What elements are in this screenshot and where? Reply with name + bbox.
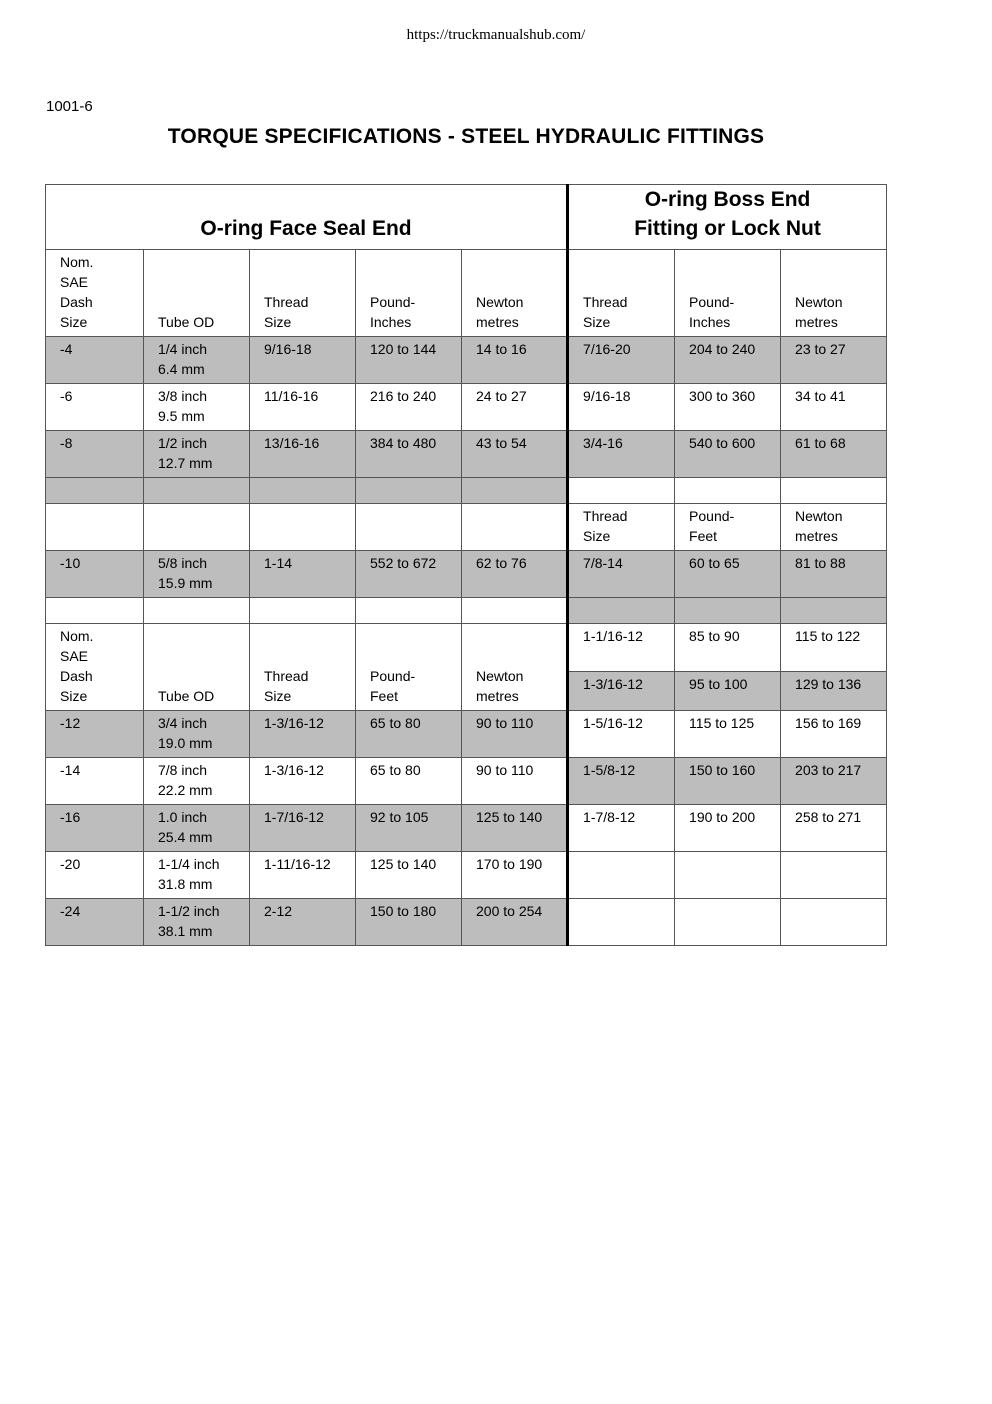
dash-size-cell: -4 [46, 337, 144, 384]
boss-pound-cell: 300 to 360 [675, 384, 781, 431]
empty-cell [144, 598, 250, 624]
pound-cell: 150 to 180 [356, 899, 462, 946]
boss-newton-cell [781, 852, 887, 899]
boss-thread-cell [568, 852, 675, 899]
thread-size-header: Thread Size [250, 250, 356, 337]
tube-od-cell: 3/8 inch 9.5 mm [144, 384, 250, 431]
thread-size-cell: 9/16-18 [250, 337, 356, 384]
torque-spec-table [45, 184, 887, 946]
empty-cell [46, 478, 144, 504]
boss-thread-size-header: Thread Size [568, 504, 675, 551]
dash-size-cell: -14 [46, 758, 144, 805]
boss-thread-cell: 3/4-16 [568, 431, 675, 478]
thread-size-cell: 1-3/16-12 [250, 758, 356, 805]
newton-cell: 200 to 254 [462, 899, 568, 946]
pound-cell: 65 to 80 [356, 758, 462, 805]
boss-thread-cell [568, 899, 675, 946]
empty-cell [781, 598, 887, 624]
thread-size-cell: 2-12 [250, 899, 356, 946]
table-row [46, 384, 887, 431]
pound-cell: 92 to 105 [356, 805, 462, 852]
empty-cell [675, 598, 781, 624]
boss-pound-cell: 150 to 160 [675, 758, 781, 805]
boss-pound-cell [675, 899, 781, 946]
pound-feet-header: Pound- Feet [356, 624, 462, 711]
boss-newton-cell: 129 to 136 [781, 671, 887, 710]
dash-size-header: Nom. SAE Dash Size [46, 624, 144, 711]
boss-newton-cell: 156 to 169 [781, 711, 887, 758]
boss-newton-cell: 115 to 122 [781, 624, 887, 672]
boss-newton-cell: 81 to 88 [781, 551, 887, 598]
boss-pound-inches-header: Pound- Inches [675, 250, 781, 337]
empty-cell [356, 598, 462, 624]
page-number: 1001-6 [46, 98, 93, 115]
empty-cell [144, 504, 250, 551]
column-header-row [46, 504, 887, 551]
boss-pound-cell: 85 to 90 [675, 624, 781, 672]
boss-newton-cell: 203 to 217 [781, 758, 887, 805]
boss-pound-cell: 95 to 100 [675, 671, 781, 710]
empty-cell [250, 478, 356, 504]
table-row [46, 337, 887, 384]
empty-cell [462, 478, 568, 504]
boss-thread-cell: 1-5/16-12 [568, 711, 675, 758]
boss-newton-cell [781, 899, 887, 946]
boss-newton-metres-header: Newton metres [781, 250, 887, 337]
newton-cell: 43 to 54 [462, 431, 568, 478]
empty-cell [250, 504, 356, 551]
dash-size-cell: -12 [46, 711, 144, 758]
newton-cell: 14 to 16 [462, 337, 568, 384]
table-row [46, 551, 887, 598]
thread-size-cell: 1-7/16-12 [250, 805, 356, 852]
dash-size-cell: -20 [46, 852, 144, 899]
dash-size-cell: -24 [46, 899, 144, 946]
pound-cell: 384 to 480 [356, 431, 462, 478]
pound-cell: 216 to 240 [356, 384, 462, 431]
boss-pound-cell: 204 to 240 [675, 337, 781, 384]
thread-size-header: Thread Size [250, 624, 356, 711]
pound-cell: 65 to 80 [356, 711, 462, 758]
boss-newton-cell: 23 to 27 [781, 337, 887, 384]
dash-size-header: Nom. SAE Dash Size [46, 250, 144, 337]
spacer-row [46, 598, 887, 624]
spacer-row [46, 478, 887, 504]
dash-size-cell: -6 [46, 384, 144, 431]
table-row [46, 805, 887, 852]
tube-od-cell: 3/4 inch 19.0 mm [144, 711, 250, 758]
empty-cell [568, 478, 675, 504]
boss-thread-cell: 1-5/8-12 [568, 758, 675, 805]
boss-newton-cell: 61 to 68 [781, 431, 887, 478]
pound-cell: 120 to 144 [356, 337, 462, 384]
face-seal-group-header: O-ring Face Seal End [46, 185, 568, 250]
newton-cell: 90 to 110 [462, 758, 568, 805]
column-header-row [46, 250, 887, 337]
boss-thread-cell: 1-3/16-12 [568, 671, 675, 710]
table-row [46, 624, 887, 672]
empty-cell [462, 504, 568, 551]
boss-pound-cell: 115 to 125 [675, 711, 781, 758]
boss-newton-cell: 258 to 271 [781, 805, 887, 852]
boss-thread-cell: 9/16-18 [568, 384, 675, 431]
source-url: https://truckmanualshub.com/ [406, 27, 586, 43]
boss-group-header: O-ring Boss End Fitting or Lock Nut [568, 185, 887, 250]
empty-cell [781, 478, 887, 504]
tube-od-cell: 1-1/2 inch 38.1 mm [144, 899, 250, 946]
table-row [46, 852, 887, 899]
tube-od-header: Tube OD [144, 624, 250, 711]
table-row [46, 758, 887, 805]
empty-cell [356, 478, 462, 504]
newton-cell: 170 to 190 [462, 852, 568, 899]
boss-newton-metres-header: Newton metres [781, 504, 887, 551]
boss-thread-cell: 7/16-20 [568, 337, 675, 384]
tube-od-cell: 5/8 inch 15.9 mm [144, 551, 250, 598]
tube-od-cell: 1/4 inch 6.4 mm [144, 337, 250, 384]
pound-cell: 125 to 140 [356, 852, 462, 899]
boss-pound-cell: 60 to 65 [675, 551, 781, 598]
table-row [46, 711, 887, 758]
boss-pound-feet-header: Pound- Feet [675, 504, 781, 551]
thread-size-cell: 1-3/16-12 [250, 711, 356, 758]
dash-size-cell: -16 [46, 805, 144, 852]
newton-metres-header: Newton metres [462, 250, 568, 337]
pound-cell: 552 to 672 [356, 551, 462, 598]
table-row [46, 431, 887, 478]
newton-metres-header: Newton metres [462, 624, 568, 711]
dash-size-cell: -10 [46, 551, 144, 598]
boss-thread-size-header: Thread Size [568, 250, 675, 337]
empty-cell [46, 504, 144, 551]
newton-cell: 62 to 76 [462, 551, 568, 598]
empty-cell [250, 598, 356, 624]
newton-cell: 90 to 110 [462, 711, 568, 758]
tube-od-cell: 1-1/4 inch 31.8 mm [144, 852, 250, 899]
tube-od-header: Tube OD [144, 250, 250, 337]
empty-cell [675, 478, 781, 504]
dash-size-cell: -8 [46, 431, 144, 478]
group-header-row [46, 185, 887, 250]
boss-newton-cell: 34 to 41 [781, 384, 887, 431]
boss-pound-cell [675, 852, 781, 899]
thread-size-cell: 1-11/16-12 [250, 852, 356, 899]
empty-cell [356, 504, 462, 551]
boss-thread-cell: 7/8-14 [568, 551, 675, 598]
empty-cell [568, 598, 675, 624]
newton-cell: 24 to 27 [462, 384, 568, 431]
page-title: TORQUE SPECIFICATIONS - STEEL HYDRAULIC FITTINGS [167, 125, 765, 148]
pound-inches-header: Pound- Inches [356, 250, 462, 337]
boss-thread-cell: 1-7/8-12 [568, 805, 675, 852]
table-row [46, 899, 887, 946]
empty-cell [144, 478, 250, 504]
thread-size-cell: 1-14 [250, 551, 356, 598]
newton-cell: 125 to 140 [462, 805, 568, 852]
empty-cell [46, 598, 144, 624]
tube-od-cell: 1.0 inch 25.4 mm [144, 805, 250, 852]
tube-od-cell: 1/2 inch 12.7 mm [144, 431, 250, 478]
empty-cell [462, 598, 568, 624]
boss-pound-cell: 540 to 600 [675, 431, 781, 478]
boss-thread-cell: 1-1/16-12 [568, 624, 675, 672]
thread-size-cell: 11/16-16 [250, 384, 356, 431]
tube-od-cell: 7/8 inch 22.2 mm [144, 758, 250, 805]
boss-pound-cell: 190 to 200 [675, 805, 781, 852]
thread-size-cell: 13/16-16 [250, 431, 356, 478]
